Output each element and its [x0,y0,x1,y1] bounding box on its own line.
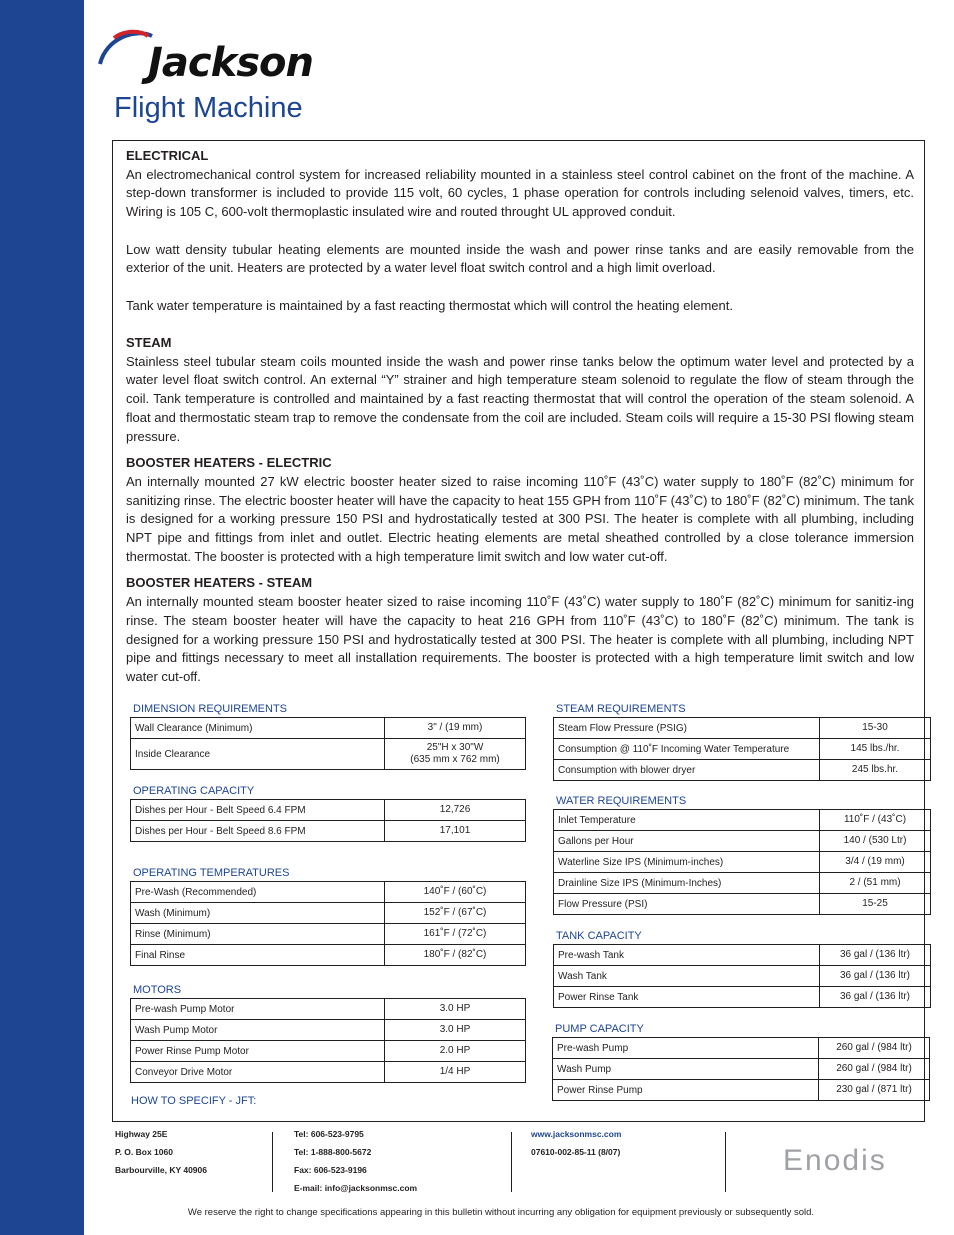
how-to-specify: HOW TO SPECIFY - JFT: [131,1095,257,1107]
table-row [554,987,931,1008]
table-title: PUMP CAPACITY [555,1023,644,1035]
row-value: 3" / (19 mm) [385,718,526,739]
row-value: 140 / (530 Ltr) [820,831,931,852]
motors-table [130,982,526,1083]
row-label: Dishes per Hour - Belt Speed 6.4 FPM [131,800,385,821]
table-row [131,821,526,842]
row-value: 36 gal / (136 ltr) [820,987,931,1008]
section-paragraph: An internally mounted steam booster heater sized to raise incoming 110˚F (43˚C) water supply to 180˚F (82˚C) minimum for sanitiz-ing rinse. The steam booster heater will have the capacity to heat 216 GPH from 110˚F (43˚C) to 180˚F (82˚C) minimum. The tank is designed for a working pressure 150 PSI and hydrostatically tested at 300 PSI. The heater is complete with all plumbing, including NPT pipe and fittings necessary to meet all installation requirements. The booster is protected with a high temperature limit switch and low water cut-off. [126,594,914,684]
row-value: 260 gal / (984 ltr) [819,1059,930,1080]
footer-address [115,1125,207,1179]
row-label: Wash (Minimum) [131,903,385,924]
row-value: 2.0 HP [385,1041,526,1062]
row-value: 152˚F / (67˚C) [385,903,526,924]
table-row [553,1080,930,1101]
table-row [554,873,931,894]
table-row [131,1062,526,1083]
table-row [554,945,931,966]
row-label: Pre-Wash (Recommended) [131,882,385,903]
row-label: Pre-wash Pump Motor [131,999,385,1020]
water-table [553,793,931,915]
section-heading: STEAM [126,334,172,350]
table-title: OPERATING CAPACITY [133,785,255,797]
table-row [131,1020,526,1041]
section-paragraph: An internally mounted 27 kW electric booster heater sized to raise incoming 110˚F (43˚C) water supply to 180˚F (82˚C) minimum for sanitizing rinse. The electric booster heater will have the capacity to heat 155 GPH from 110˚F (43˚C) to 180˚F (82˚C) minimum. The tank is designed for a working pressure 150 PSI and hydrostatically tested at 300 PSI. The heater is complete with all plumbing, including NPT pipe and fittings from inlet and outlet. Electric heating elements are metal sheathed controlled by a close tolerance immersion thermostat. The booster is protected with a high temperature limit switch and low water cut-off. [126,473,914,564]
section-heading: ELECTRICAL [126,148,209,163]
capacity-table [130,783,526,842]
section-paragraph: An electromechanical control system for increased reliability mounted in a stainless steel control cabinet on the front of the machine. A step-down transformer is included to provide 115 volt, 60 cycles, 1 phase operation for controls including selenoid valves, timers, etc. Wiring is 105 C, 600-volt thermoplastic insulated wire and routed throught UL approved conduit. [126,166,914,220]
phone-line: Tel: 606-523-9795 [294,1129,364,1139]
table-title: MOTORS [133,984,182,996]
row-label: Wash Pump [553,1059,819,1080]
dimension-table [130,701,526,770]
table-row [554,966,931,987]
divider [272,1132,273,1192]
table-row [131,945,526,966]
row-label: Drainline Size IPS (Minimum-Inches) [554,873,820,894]
table-row [554,718,931,739]
website-link[interactable]: www.jacksonmsc.com [531,1129,622,1139]
spec-table [130,799,526,842]
spec-table [553,809,931,915]
table-row [554,760,931,781]
section-paragraph: Low watt density tubular heating elements are mounted inside the wash and power rinse tanks and are easily removable from the exterior of the unit. Heaters are protected by a water level float switch control and a high limit overload. [126,241,914,276]
row-value: 15-30 [820,718,931,739]
address-line: Barbourville, KY 40906 [115,1165,207,1175]
table-row [554,810,931,831]
enodis-logo: Enodis [783,1144,887,1177]
spec-table [130,717,526,770]
table-row [131,903,526,924]
table-row [553,1059,930,1080]
table-row [131,882,526,903]
row-label: Conveyor Drive Motor [131,1062,385,1083]
section-heading: BOOSTER HEATERS - ELECTRIC [126,455,332,471]
table-row [131,800,526,821]
section-heading: BOOSTER HEATERS - STEAM [126,575,313,591]
row-label: Power Rinse Tank [554,987,820,1008]
row-label: Gallons per Hour [554,831,820,852]
row-label: Pre-wash Pump [553,1038,819,1059]
row-value: 25"H x 30"W (635 mm x 762 mm) [385,739,526,770]
table-row [131,999,526,1020]
divider [725,1132,726,1192]
row-label: Power Rinse Pump [553,1080,819,1101]
document-code: 07610-002-85-11 (8/07) [531,1147,621,1157]
spec-table [130,998,526,1083]
row-label: Final Rinse [131,945,385,966]
row-label: Pre-wash Tank [554,945,820,966]
footer-web [531,1125,621,1161]
section-paragraph: Stainless steel tubular steam coils mounted inside the wash and power rinse tanks below the optimum water level and protected by a water level float switch control. An external “Y” strainer and high temperature steam solenoid to regulate the flow of steam through the coil. Tank temperature is controlled and maintained by a fast reacting thermostat that will control the operation of the steam solenoid. A float and thermostatic steam trap to remove the condensate from the coil are included. Steam coils will require a 15-30 PSI flowing steam pressure. [126,353,914,444]
row-value: 180˚F / (82˚C) [385,945,526,966]
spec-table [552,1037,930,1101]
table-row [554,894,931,915]
row-value: 110˚F / (43˚C) [820,810,931,831]
row-value: 3.0 HP [385,1020,526,1041]
table-row [131,739,526,770]
table-row [131,1041,526,1062]
steam-table [553,701,931,781]
row-value: 230 gal / (871 ltr) [819,1080,930,1101]
row-label: Flow Pressure (PSI) [554,894,820,915]
divider [511,1132,512,1192]
row-value: 12,726 [385,800,526,821]
row-label: Inlet Temperature [554,810,820,831]
table-title: WATER REQUIREMENTS [556,795,687,807]
sidebar-band [0,0,84,1235]
row-label: Wall Clearance (Minimum) [131,718,385,739]
phone-line: Tel: 1-888-800-5672 [294,1147,372,1157]
table-row [554,831,931,852]
row-label: Steam Flow Pressure (PSIG) [554,718,820,739]
spec-table [553,717,931,781]
spec-table [553,944,931,1008]
table-row [553,1038,930,1059]
row-value: 145 lbs./hr. [820,739,931,760]
table-row [131,924,526,945]
address-line: P. O. Box 1060 [115,1147,173,1157]
fax-line: Fax: 606-523-9196 [294,1165,367,1175]
row-label: Inside Clearance [131,739,385,770]
row-label: Wash Pump Motor [131,1020,385,1041]
row-value: 36 gal / (136 ltr) [820,945,931,966]
row-label: Wash Tank [554,966,820,987]
pump-table [552,1021,930,1101]
row-value: 140˚F / (60˚C) [385,882,526,903]
temperatures-table [130,865,526,966]
table-title: DIMENSION REQUIREMENTS [133,703,288,715]
brand-name: Jackson [148,40,313,86]
address-line: Highway 25E [115,1129,168,1139]
spec-table [130,881,526,966]
tank-table [553,928,931,1008]
row-label: Power Rinse Pump Motor [131,1041,385,1062]
row-value: 1/4 HP [385,1062,526,1083]
row-value: 161˚F / (72˚C) [385,924,526,945]
footer-contact [294,1125,417,1197]
row-value: 15-25 [820,894,931,915]
row-value: 36 gal / (136 ltr) [820,966,931,987]
spec-body [126,147,914,687]
row-label: Rinse (Minimum) [131,924,385,945]
row-value: 260 gal / (984 ltr) [819,1038,930,1059]
disclaimer: We reserve the right to change specifications appearing in this bulletin without incurring any obligation for equipment previously or subsequently sold. [187,1207,815,1218]
row-label: Dishes per Hour - Belt Speed 8.6 FPM [131,821,385,842]
row-value: 3/4 / (19 mm) [820,852,931,873]
table-row [554,852,931,873]
row-value: 245 lbs.hr. [820,760,931,781]
page-title: Flight Machine [114,92,303,124]
table-row [131,718,526,739]
logo-swoosh-icon [96,28,156,78]
row-value: 17,101 [385,821,526,842]
section-paragraph: Tank water temperature is maintained by a fast reacting thermostat which will control the heating element. [126,297,733,313]
table-title: TANK CAPACITY [556,930,642,942]
email-link[interactable]: E-mail: info@jacksonmsc.com [294,1183,418,1193]
table-title: OPERATING TEMPERATURES [133,867,290,879]
row-label: Waterline Size IPS (Minimum-inches) [554,852,820,873]
jackson-logo [96,28,336,92]
row-value: 2 / (51 mm) [820,873,931,894]
row-label: Consumption @ 110˚F Incoming Water Temperature [554,739,820,760]
table-title: STEAM REQUIREMENTS [556,703,686,715]
row-value: 3.0 HP [385,999,526,1020]
table-row [554,739,931,760]
row-label: Consumption with blower dryer [554,760,820,781]
